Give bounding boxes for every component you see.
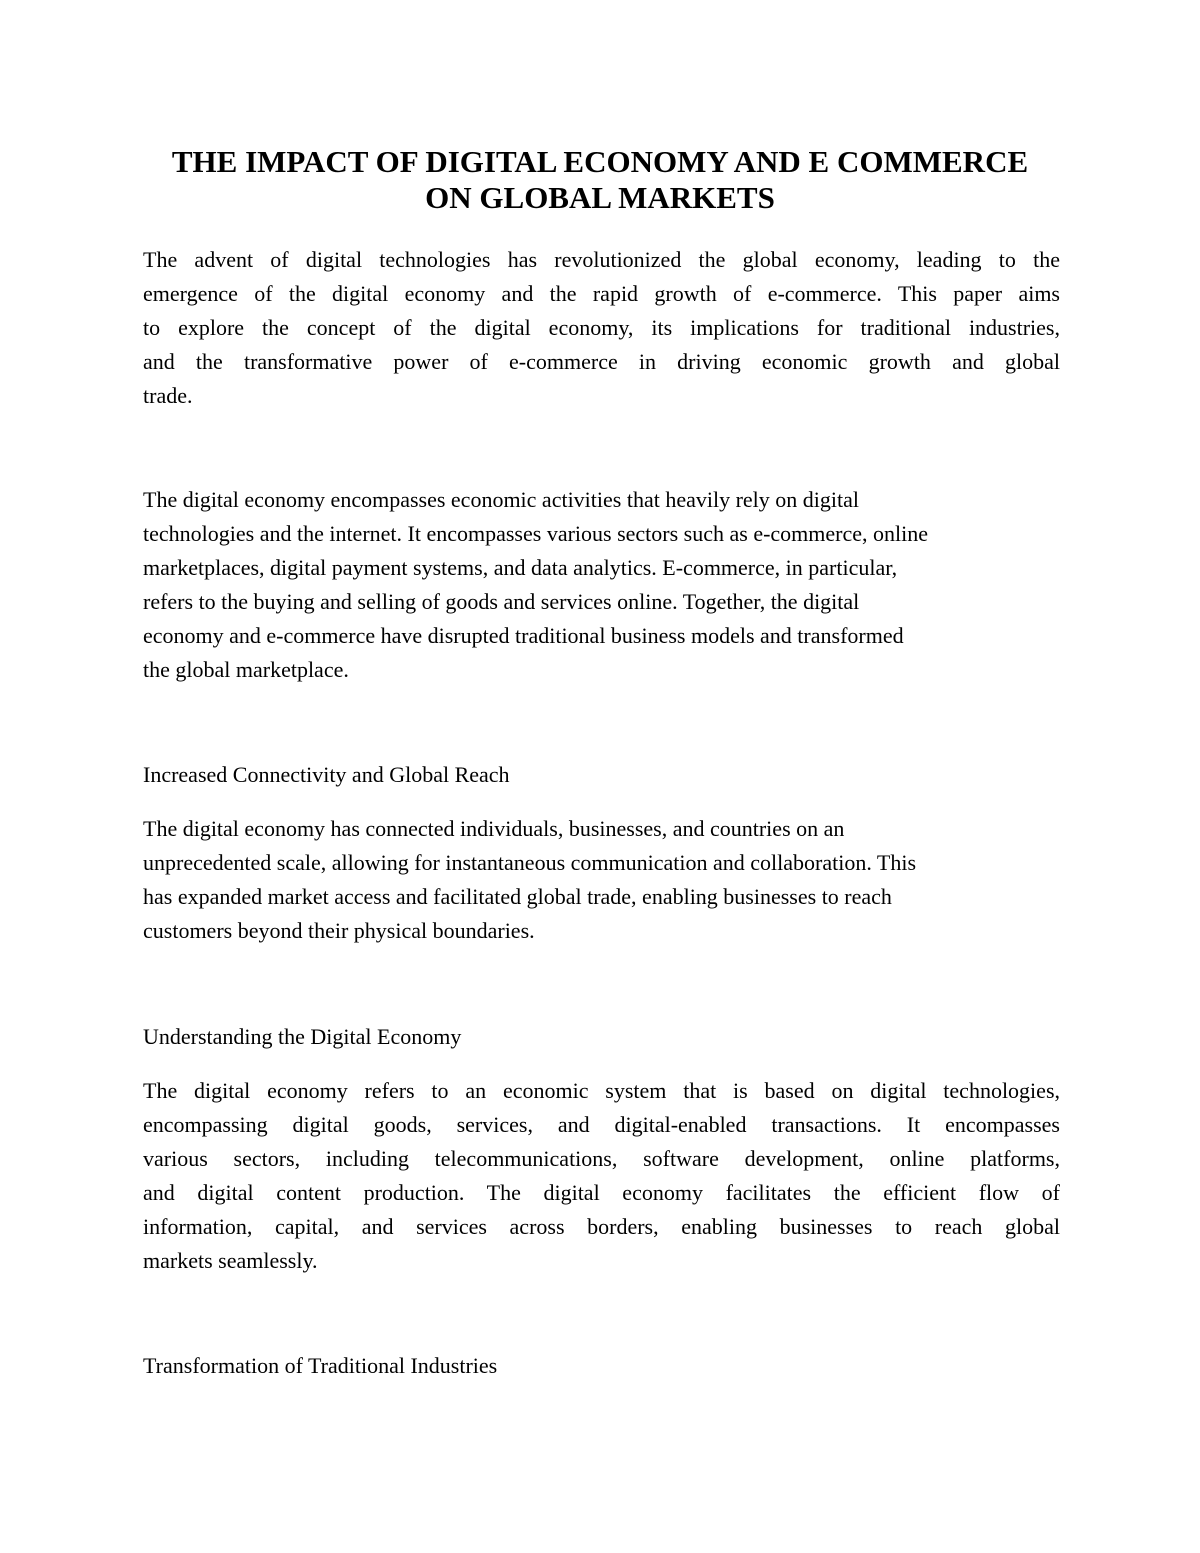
text-line: encompassing digital goods, services, and digital-enabled transactions. It encompasses	[143, 1112, 1060, 1137]
text-line: The advent of digital technologies has revolutionized the global economy, leading to the	[143, 247, 1060, 272]
text-line: economy and e-commerce have disrupted traditional business models and transformed	[143, 623, 904, 648]
text-line: the global marketplace.	[143, 657, 349, 682]
text-line: various sectors, including telecommunications, software development, online platforms,	[143, 1146, 1060, 1171]
text-line: and the transformative power of e-commerce in driving economic growth and global	[143, 349, 1060, 374]
text-line: and digital content production. The digital economy facilitates the efficient flow of	[143, 1180, 1060, 1205]
connectivity-paragraph	[143, 812, 1060, 948]
title-line: THE IMPACT OF DIGITAL ECONOMY AND E COMMERCE	[171, 144, 1029, 179]
text-line: customers beyond their physical boundaries.	[143, 918, 535, 943]
section-heading-connectivity: Increased Connectivity and Global Reach	[143, 762, 510, 787]
section-heading-understanding: Understanding the Digital Economy	[143, 1024, 462, 1049]
section-heading-transformation: Transformation of Traditional Industries	[143, 1353, 498, 1378]
title-line: ON GLOBAL MARKETS	[425, 180, 775, 215]
text-line: unprecedented scale, allowing for instantaneous communication and collaboration. This	[143, 850, 917, 875]
text-line: has expanded market access and facilitated global trade, enabling businesses to reach	[143, 884, 892, 909]
document-title	[140, 144, 1060, 216]
text-line: technologies and the internet. It encompasses various sectors such as e-commerce, online	[143, 521, 929, 546]
text-line: The digital economy refers to an economic system that is based on digital technologies,	[143, 1078, 1060, 1103]
understanding-paragraph	[143, 1074, 1060, 1278]
text-line: to explore the concept of the digital economy, its implications for traditional industries,	[143, 315, 1060, 340]
intro-paragraph	[143, 243, 1060, 413]
text-line: The digital economy has connected individuals, businesses, and countries on an	[143, 816, 845, 841]
text-line: marketplaces, digital payment systems, and data analytics. E-commerce, in particular,	[143, 555, 898, 580]
text-line: emergence of the digital economy and the rapid growth of e-commerce. This paper aims	[143, 281, 1060, 306]
text-line: trade.	[143, 383, 193, 408]
text-line: information, capital, and services across borders, enabling businesses to reach global	[143, 1214, 1060, 1239]
overview-paragraph	[143, 483, 1060, 687]
text-line: refers to the buying and selling of goods and services online. Together, the digital	[143, 589, 860, 614]
text-line: markets seamlessly.	[143, 1248, 318, 1273]
text-line: The digital economy encompasses economic activities that heavily rely on digital	[143, 487, 860, 512]
